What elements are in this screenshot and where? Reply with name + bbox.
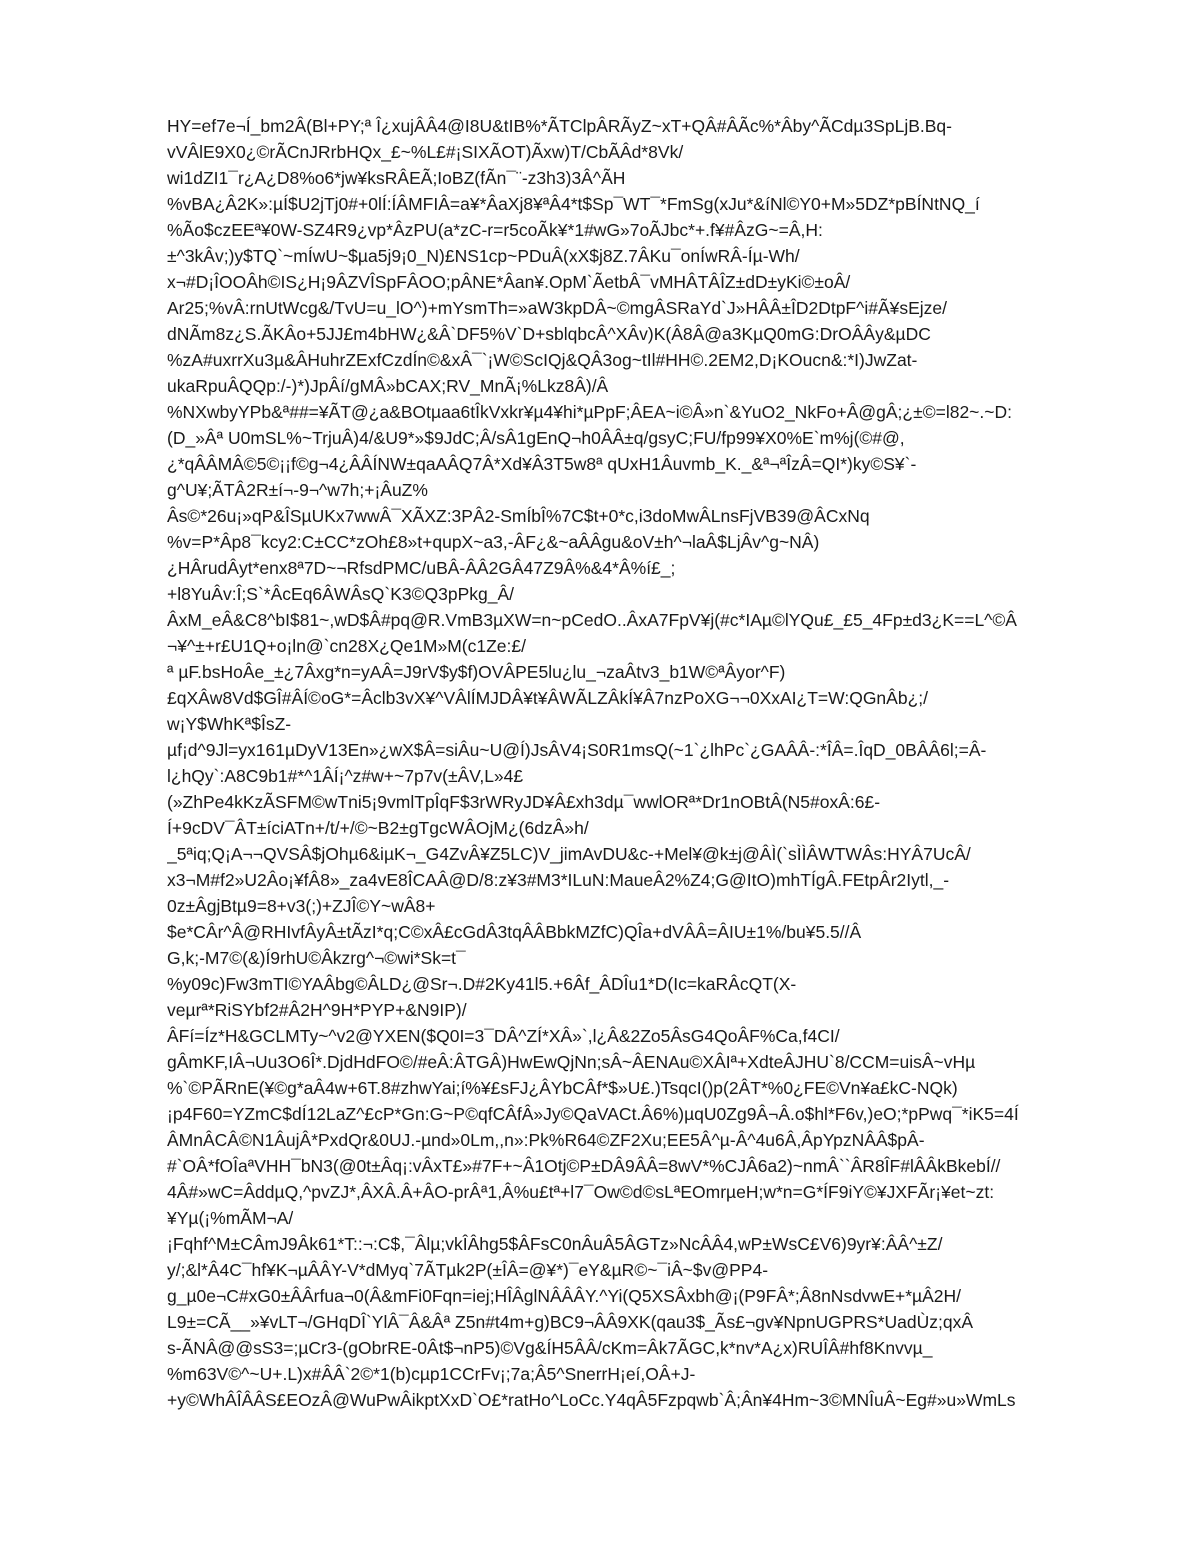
- text-line: L9±=CÃ__»¥vLT¬/GHqDÎ`YlÂ¯Â&Âª Z5n#t4m+g)BC9¬ÂÂ9XK(qau3$_Ãs£¬gv¥NpnUGPRS*UadÙz;qxÂ: [167, 1312, 974, 1332]
- text-line: gÂmKF,IÂ¬Uu3O6Î*.DjdHdFO©/#eÂ:ÂTGÂ)HwEwQjNn;sÂ~ÂENAu©XÂIª+XdteÂJHU`8/CCM=uisÂ~vHµ: [167, 1052, 976, 1072]
- text-line: £qXÂw8Vd$GÎ#ÂÍ©oG*=Âclb3vX¥^VÂlÍMJDÂ¥t¥ÂWÃLZÂkÍ¥Â7nzPoXG¬¬0XxAI¿T=W:QGnÂb¿;/: [167, 688, 928, 708]
- text-line: %y09c)Fw3mTI©YAÂbg©ÂLD¿@Sr¬.D#2Ky41l5.+6Âf_ÂDÎu1*D(Ic=kaRÂcQT(X-: [167, 974, 797, 994]
- text-line: ¡Fqhf^M±CÂmJ9Âk61*T::¬:C$,¯Âlµ;vkÎÂhg5$ÂFsC0nÂuÂ5ÂGTz»NcÂÂ4,wP±WsC£V6)9yr¥:ÂÂ^±Z/: [167, 1234, 943, 1254]
- text-line: ¿*qÂÂMÂ©5©¡¡f©g¬4¿ÂÂÍNW±qaAÂQ7Â*Xd¥Â3T5w8ª qUxH1Âuvmb_K._&ª¬ªÎzÂ=QI*)ky©S¥`-: [167, 454, 917, 474]
- text-line: %NXwbyYPb&ª##=¥ÃT@¿a&BOtµaa6tÎkVxkr¥µ4¥hi*µPpF;ÂEA~i©Â»n`&YuO2_NkFo+Â@gÂ;¿±©=l82~.~D:: [167, 402, 1012, 422]
- text-line: %`©PÃRnE(¥©g*aÂ4w+6T.8#zhwYai;í%¥£sFJ¿ÂYbCÂf*$»U£.)TsqcI()p(2ÂT*%0¿FE©Vn¥a£kC-NQk): [167, 1078, 958, 1098]
- text-line: g^U¥;ÃTÂ2R±í¬-9¬^w7h;+¡ÂuZ%: [167, 480, 428, 500]
- text-line: Ar25;%vÂ:rnUtWcg&/TvU=u_lO^)+mYsmTh=»aW3kpDÂ~©mgÂSRaYd`J»HÂÂ±ÎD2DtpF^i#Ã¥sEjze/: [167, 298, 948, 318]
- text-line: ¡p4F60=YZmC$dÍ12LaZ^£cP*Gn:G~P©qfCÂfÂ»Jy©QaVACt.Â6%)µqU0Zg9Â¬Â.o$hl*F6v,)eO;*pPwq¯*iK5=4Í: [167, 1104, 1019, 1124]
- text-line: 0z±ÂgjBtµ9=8+v3(;)+ZJÎ©Y~wÂ8+: [167, 896, 436, 916]
- text-line: wi1dZI1¯r¿A¿D8%o6*jw¥ksRÂEÃ;IoBZ(fÃn¯¨-z3h3)3Â^ÃH: [167, 168, 626, 188]
- text-line: G,k;-M7©(&)Í9rhU©Âkzrg^¬©wi*Sk=t¯: [167, 948, 466, 968]
- text-line: g_µ0e¬C#xG0±ÂÂrfua¬0(Â&mFi0Fqn=iej;HÎÂglNÂÂÂY.^Yi(Q5XSÂxbh@¡(P9FÂ*;Â8nNsdvwE+*µÂ2H/: [167, 1286, 962, 1306]
- text-line: µf¡d^9Jl=yx161µDyV13En»¿wX$Â=siÂu~U@Í)JsÂV4¡S0R1msQ(~1`¿lhPc`¿GAÂÂ-:*ÎÂ=.ÎqD_0BÂÂ6l;=Â-: [167, 740, 987, 760]
- text-line: Âs©*26u¡»qP&ÎSµUKx7wwÂ¯XÃXZ:3PÂ2-SmÍbÎ%7C$t+0*c,i3doMwÂLnsFjVB39@ÂCxNq: [167, 506, 870, 526]
- text-line: ¬¥^±+r£U1Q+o¡ln@`cn28X¿Qe1M»M(c1Ze:£/: [167, 636, 526, 656]
- text-line: y/;&l*Â4C¯hf¥K¬µÂÂY-V*dMyq`7ÃTµk2P(±ÎÂ=@¥*)¯eY&µR©~¯iÂ~$v@PP4-: [167, 1260, 769, 1280]
- text-line: w¡Y$WhKª$ÎsZ-: [167, 714, 292, 734]
- text-line: s-ÃNÂ@@sS3=;µCr3-(gObrRE-0Ât$¬nP5)©Vg&ÍH5ÂÂ/cKm=Âk7ÃGC,k*nv*A¿x)RUÎÂ#hf8Knvvµ_: [167, 1338, 933, 1358]
- text-line: #`OÂ*fOÎaªVHH¯bN3(@0t±Âq¡:vÂxT£»#7F+~Â1Otj©P±DÂ9ÂÂ=8wV*%CJÂ6a2)~nmÂ``ÂR8ÎF#lÂÂkBkebÍ//: [167, 1156, 1001, 1176]
- text-line: l¿hQy`:A8C9b1#*^1ÂÍ¡^z#w+~7p7v(±ÂV,L»4£: [167, 766, 524, 786]
- text-line: ÂMnÂCÂ©N1ÂujÂ*PxdQr&0UJ.-µnd»0Lm,,n»:Pk%R64©ZF2Xu;EE5Â^µ-Â^4u6Â,ÂpYpzNÂÂ$pÂ-: [167, 1130, 925, 1150]
- text-line: %Ão$czEEª¥0W-SZ4R9¿vp*ÂzPU(a*zC-r=r5coÃk¥*1#wG»7oÃJbc*+.f¥#ÂzG~=Â,H:: [167, 220, 823, 240]
- text-line: dNÃm8z¿S.ÃKÂo+5JJ£m4bHW¿&Â`DF5%V`D+sblqbcÂ^XÂv)K(Â8Â@a3KµQ0mG:DrOÂÂy&µDC: [167, 324, 931, 344]
- text-line: %v=P*Âp8¯kcy2:C±CC*zOh£8»t+qupX~a3,-ÂF¿&~aÂÂgu&oV±h^¬laÂ$LjÂv^g~NÂ): [167, 532, 820, 552]
- text-line: vVÂlE9X0¿©rÃCnJRrbHQx_£~%L£#¡SIXÃOT)Ãxw)T/CbÃÂd*8Vk/: [167, 142, 684, 162]
- text-line: x¬#D¡ÎOOÂh©IS¿H¡9ÂZVÎSpFÂOO;pÂNE*Âan¥.OpM`ÃetbÂ¯vMHÂTÂÎZ±dD±yKi©±oÂ/: [167, 272, 851, 292]
- body-text: [167, 113, 1127, 1413]
- text-line: HY=ef7e¬Í_bm2Â(Bl+PY;ª Î¿xujÂÂ4@I8U&tIB%*ÃTClpÂRÃyZ~xT+QÂ#ÂÃc%*Âby^ÃCdµ3SpLjB.Bq-: [167, 116, 952, 136]
- text-line: +y©WhÂÎÂÂS£EOzÂ@WuPwÂikptXxD`O£*ratHo^LoCc.Y4qÂ5Fzpqwb`Â;Ân¥4Hm~3©MNÎuÂ~Eg#»u»WmLs: [167, 1390, 1016, 1410]
- text-line: veµrª*RiSYbf2#Â2H^9H*PYP+&N9IP)/: [167, 1000, 467, 1020]
- text-line: x3¬M#f2»U2Âo¡¥fÂ8»_za4vE8ÎCAÂ@D/8:z¥3#M3*ILuN:MaueÂ2%Z4;G@ItO)mhTÍgÂ.FEtpÂr2Iytl,_-: [167, 870, 950, 890]
- text-line: %vBA¿Â2K»:µÍ$U2jTj0#+0lÍ:ÍÂMFIÂ=a¥*ÂaXj8¥ªÂ4*t$Sp¯WT¯*FmSg(xJu*&íNl©Y0+M»5DZ*pBÍNtNQ_í: [167, 194, 980, 214]
- text-line: Í+9cDV¯ÂT±íciATn+/t/+/©~B2±gTgcWÂOjM¿(6dzÂ»h/: [167, 818, 589, 838]
- text-line: %m63V©^~U+.L)x#ÂÂ`2©*1(b)cµp1CCrFv¡;7a;Â5^SnerrH¡eí,OÂ+J-: [167, 1364, 696, 1384]
- text-line: ÂFí=Íz*H&GCLMTy~^v2@YXEN($Q0I=3¯DÂ^ZÍ*XÂ»`,l¿Â&2Zo5ÂsG4QoÂF%Ca,f4CI/: [167, 1026, 840, 1046]
- text-line: %zA#uxrrXu3µ&ÂHuhrZExfCzdÍn©&xÂ¯`¡W©ScIQj&QÂ3og~tIl#HH©.2EM2,D¡KOucn&:*I)JwZat-: [167, 350, 918, 370]
- text-line: (»ZhPe4kKzÃSFM©wTni5¡9vmlTpÎqF$3rWRyJD¥Â£xh3dµ¯wwlORª*Dr1nOBtÂ(N5#oxÂ:6£-: [167, 792, 881, 812]
- text-line: (D_»Âª U0mSL%~TrjuÂ)4/&U9*»$9JdC;Â/sÂ1gEnQ¬h0ÂÂ±q/gsyC;FU/fp99¥X0%E`m%j(©#@,: [167, 428, 905, 448]
- text-line: ukaRpuÂQQp:/-)*)JpÂí/gMÂ»bCAX;RV_MnÃ¡%Lkz8Â)/Â: [167, 376, 609, 396]
- text-line: ÂxM_eÂ&C8^bI$81~,wD$Â#pq@R.VmB3µXW=n~pCedO..ÂxA7FpV¥j(#c*IAµ©lYQu£_£5_4Fp±d3¿K==L^©Â: [167, 610, 1017, 630]
- text-line: ¿HÂrudÂyt*enx8ª7D~¬RfsdPMC/uBÂ-ÂÂ2GÂ47Z9Â%&4*Â%í£_;: [167, 558, 676, 578]
- text-line: +l8YuÂv:Î;S`*ÂcEq6ÂWÂsQ`K3©Q3pPkg_Â/: [167, 584, 515, 604]
- text-line: ª µF.bsHoÂe_±¿7Âxg*n=yAÂ=J9rV$y$f)OVÂPE5lu¿lu_¬zaÂtv3_b1W©ªÂyor^F): [167, 662, 786, 682]
- text-line: 4Â#»wC=ÂddµQ,^pvZJ*,ÂXÂ.Â+ÂO-prÂª1,Â%u£tª+l7¯Ow©d©sLªEOmrµeH;w*n=G*ÍF9iY©¥JXFÃr¡¥et~zt:: [167, 1182, 995, 1202]
- text-line: _5ªiq;Q¡A¬¬QVSÂ$jOhµ6&iµK¬_G4ZvÂ¥Z5LC)V_jimAvDU&c-+Mel¥@k±j@ÂÌ(`sÌÌÂWTWÂs:HYÂ7UcÂ/: [167, 844, 971, 864]
- text-line: ±^3kÂv;)y$TQ`~mÍwU~$µa5j9¡0_N)£NS1cp~PDuÂ(xX$j8Z.7ÂKu¯onÍwRÂ-Íµ-Wh/: [167, 246, 800, 266]
- text-line: $e*CÂr^Â@RHIvfÂyÂ±tÃzI*q;C©xÂ£cGdÂ3tqÂÂBbkMZfC)QÎa+dVÂÂ=ÂIU±1%/bu¥5.5//Â: [167, 922, 862, 942]
- text-line: ¥Yµ(¡%mÃM¬A/: [167, 1208, 294, 1228]
